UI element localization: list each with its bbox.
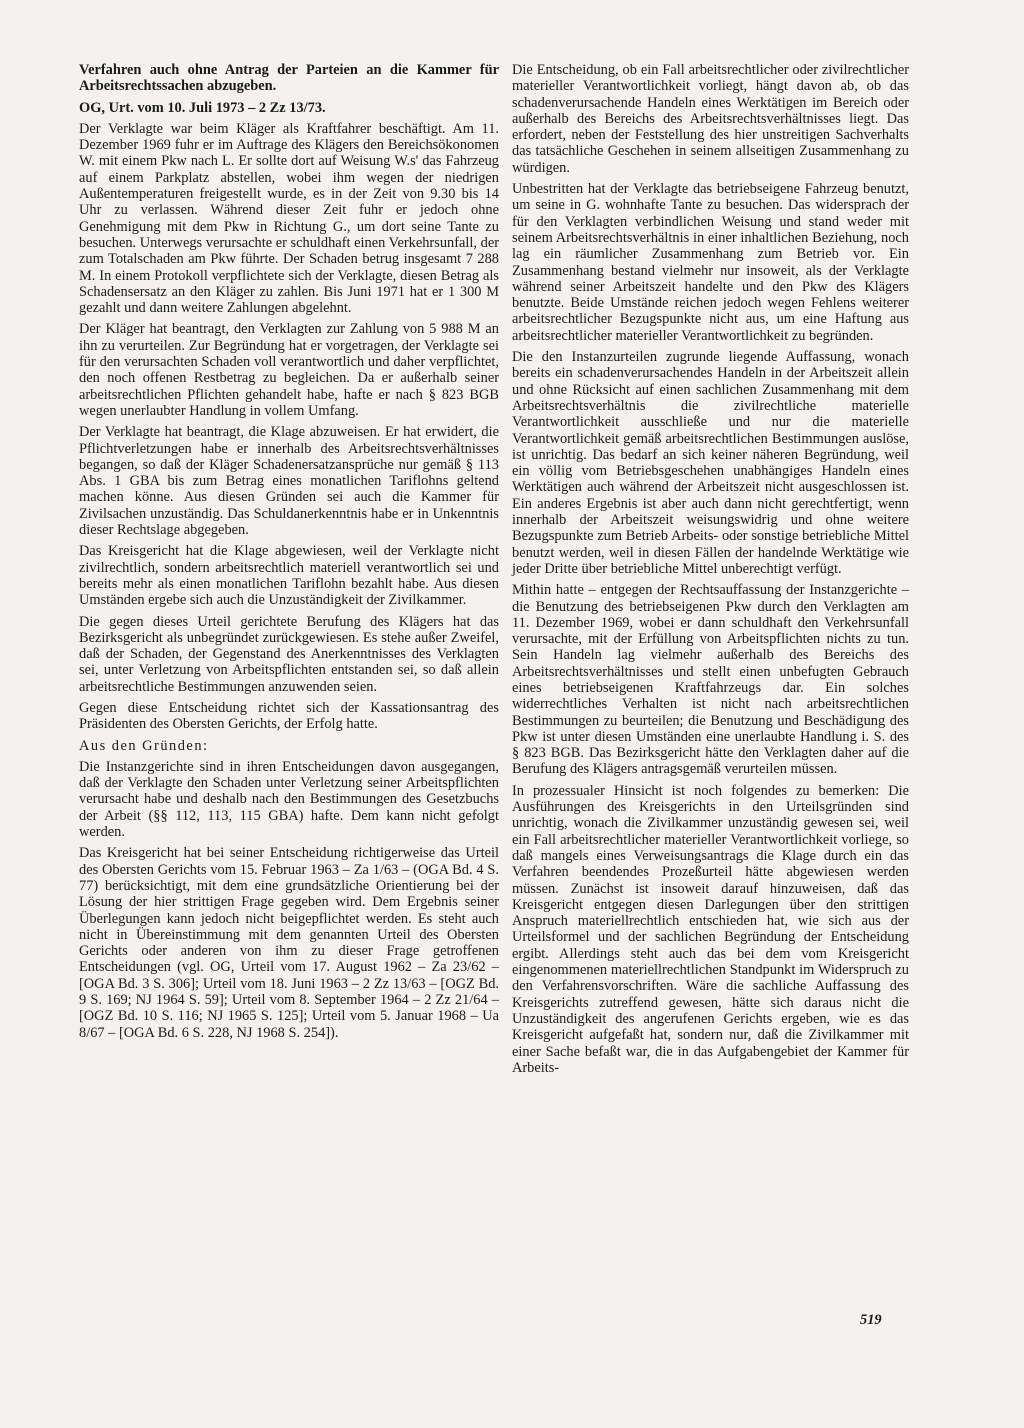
paragraph: Das Kreisgericht hat bei seiner Entscheidung richtigerweise das Urteil des Obersten Gerichts vom 15. Februar 1963 – Za 1/63 – (OGA Bd. 4 S. 77) berücksichtigt, mit dem eine grundsätzliche Orientierung bei der Lösung der hier strittigen Frage gegeben wird. Dem Ergebnis seiner Überlegungen kann jedoch nicht beigepflichtet werden. Es steht auch nicht in Übereinstimmung mit dem genannten Urteil des Obersten Gerichts oder anderen von ihm zu dieser Frage getroffenen Entscheidungen (vgl. OG, Urteil vom 17. August 1962 – Za 23/62 – [OGA Bd. 3 S. 306]; Urteil vom 18. Juni 1963 – 2 Zz 13/63 – [OGZ Bd. 9 S. 169; NJ 1964 S. 59]; Urteil vom 8. September 1964 – 2 Zz 21/64 – [OGZ Bd. 10 S. 116; NJ 1965 S. 125]; Urteil vom 5. Januar 1968 – Ua 8/67 – [OGA Bd. 6 S. 228, NJ 1968 S. 254]). [79,845,499,1041]
paragraph: Mithin hatte – entgegen der Rechtsauffassung der Instanzgerichte – die Benutzung des betriebseigenen Pkw durch den Verklagten am 11. Dezember 1969, wobei er dann schuldhaft den Verkehrsunfall verursachte, mit der Erfüllung von Arbeitspflichten nichts zu tun. Sein Handeln lag vielmehr außerhalb des Bereichs des Arbeitsrechtsverhältnisses und stellt einen unbefugten Gebrauch eines betriebseigenen Kraftfahrzeugs dar. Ein solches widerrechtliches Verhalten ist nicht nach arbeitsrechtlichen Bestimmungen zu beurteilen; die Benutzung und Beschädigung des Pkw ist unter diesen Umständen eine unerlaubte Handlung i. S. des § 823 BGB. Das Bezirksgericht hätte den Verklagten daher auf die Berufung des Klägers antragsgemäß verurteilen müssen. [512,582,909,778]
page-number: 519 [860,1312,882,1328]
paragraph: Der Verklagte hat beantragt, die Klage abzuweisen. Er hat erwidert, die Pflichtverletzungen habe er innerhalb des Arbeitsrechtsverhältnisses begangen, so daß der Kläger Schadenersatzansprüche nur gemäß § 113 Abs. 1 GBA bis zum Betrag eines monatlichen Tariflohns geltend machen könne. Aus diesen Gründen sei auch die Kammer für Zivilsachen unzuständig. Das Schuldanerkenntnis habe er in Unkenntnis dieser Rechtslage abgegeben. [79,424,499,539]
section-heading: Aus den Gründen: [79,737,209,754]
paragraph: Die Instanzgerichte sind in ihren Entscheidungen davon ausgegangen, daß der Verklagte den Schaden unter Verletzung seiner Arbeitspflichten verursacht habe und deshalb nach den Bestimmungen des Gesetzbuchs der Arbeit (§§ 112, 113, 115 GBA) hafte. Dem kann nicht gefolgt werden. [79,758,499,841]
paragraph: Der Kläger hat beantragt, den Verklagten zur Zahlung von 5 988 M an ihn zu verurteilen. Zur Begründung hat er vorgetragen, der Verklagte sei für den verursachten Schaden voll verantwortlich und daher verpflichtet, den noch offenen Restbetrag zu begleichen. Da er außerhalb seiner arbeitsrechtlichen Pflichten gehandelt habe, hafte er nach § 823 BGB wegen unerlaubter Handlung in vollem Umfang. [79,321,499,419]
left-column [79,62,499,1046]
paragraph: Gegen diese Entscheidung richtet sich der Kassationsantrag des Präsidenten des Obersten Gerichts, der Erfolg hatte. [79,699,499,733]
headnote-title: Verfahren auch ohne Antrag der Parteien an die Kammer für Arbeitsrechtssachen abzugeben. [79,62,499,95]
paragraph: In prozessualer Hinsicht ist noch folgendes zu bemerken: Die Ausführungen des Kreisgerichts in den Urteilsgründen sind unrichtig, wonach die Zivilkammer unzuständig gewesen sei, weil ein Fall arbeitsrechtlicher materieller Verantwortlichkeit vorliege, so daß mangels eines Verweisungsantrags die Klage durch ein das Verfahren beendendes Prozeßurteil hätte abgewiesen werden müssen. Zunächst ist insoweit darauf hinzuweisen, daß das Kreisgericht entgegen diesen Darlegungen über den strittigen Anspruch materiellrechtlich entschieden hat, wie sich aus der Urteilsformel und der sachlichen Begründung der Entscheidung ergibt. Allerdings steht auch das bei dem vom Kreisgericht eingenommenen materiellrechtlichen Standpunkt im Widerspruch zu den Verfahrensvorschriften. Wäre die sachliche Auffassung des Kreisgerichts zutreffend gewesen, hätte sich daraus nicht die Unzuständigkeit des angerufenen Gerichts ergeben, wie es das Kreisgericht aufgefaßt hat, sondern nur, daß die Zivilkammer mit einer Sache befaßt war, die in das Aufgabengebiet der Kammer für Arbeits- [512,782,909,1076]
paragraph: Das Kreisgericht hat die Klage abgewiesen, weil der Verklagte nicht zivilrechtlich, sondern arbeitsrechtlich materiell verantwortlich sei und bereits mehr als einen monatlichen Tariflohn bezahlt habe. Aus diesen Umständen ergebe sich auch die Unzuständigkeit der Zivilkammer. [79,543,499,609]
paragraph: Der Verklagte war beim Kläger als Kraftfahrer beschäftigt. Am 11. Dezember 1969 fuhr er im Auftrage des Klägers den Bereichsökonomen W. mit einem Pkw nach L. Er sollte dort auf Weisung W.s' das Fahrzeug auf einem Parkplatz abstellen, wobei ihm wegen der niedrigen Außentemperaturen freigestellt wurde, es in der Zeit von 9.30 bis 14 Uhr zu verlassen. Während dieser Zeit fuhr er jedoch ohne Genehmigung mit dem Pkw in Richtung G., um dort seine Tante zu besuchen. Unterwegs verursachte er schuldhaft einen Verkehrsunfall, der zum Totalschaden am Pkw führte. Der Schaden betrug insgesamt 7 288 M. In einem Protokoll verpflichtete sich der Verklagte, diesen Betrag als Schadensersatz an den Kläger zu zahlen. Bis Juni 1971 hat er 1 300 M gezahlt und dann weitere Zahlungen abgelehnt. [79,120,499,317]
paragraph: Die Entscheidung, ob ein Fall arbeitsrechtlicher oder zivilrechtlicher materieller Verantwortlichkeit vorliegt, hängt davon ab, ob das schadenverursachende Handeln eines Werktätigen im Bereich oder außerhalb des Bereichs des Arbeitsrechtsverhältnisses liegt. Das erfordert, neben der Feststellung des hier unstreitigen Sachverhalts das tatsächliche Geschehen in seinem allseitigen Zusammenhang zu würdigen. [512,62,909,176]
paragraph: Unbestritten hat der Verklagte das betriebseigene Fahrzeug benutzt, um seine in G. wohnhafte Tante zu besuchen. Das widersprach der für den Verklagten verbindlichen Weisung und stand weder mit seinem Arbeitsrechtsverhältnis in einer inhaltlichen Beziehung, noch lag ein räumlicher Zusammenhang zum Betrieb vor. Ein Zusammenhang bestand vielmehr nur insoweit, als der Verklagte während seiner Arbeitszeit handelte und den Pkw des Klägers benutzte. Beide Umstände reichen jedoch wegen Fehlens weiterer arbeitsrechtlicher Bezugspunkte nicht aus, um eine Haftung aus arbeitsrechtlicher materieller Verantwortlichkeit zu begründen. [512,181,909,344]
right-column [512,62,909,1081]
headnote-citation: OG, Urt. vom 10. Juli 1973 – 2 Zz 13/73. [79,99,326,116]
paragraph: Die den Instanzurteilen zugrunde liegende Auffassung, wonach bereits ein schadenverursachendes Handeln in der Arbeitszeit allein und ohne Rücksicht auf einen sachlichen Zusammenhang mit dem Arbeitsrechtsverhältnis die zivilrechtliche materielle Verantwortlichkeit ausschließe und nur die materielle Verantwortlichkeit gemäß arbeitsrechtlichen Bestimmungen auslöse, ist unrichtig. Das bedarf an sich keiner näheren Begründung, weil ein völlig vom Betriebsgeschehen unabhängiges Handeln eines Werktätigen auch während der Arbeitszeit nicht ausgeschlossen ist. Ein anderes Ergebnis ist aber auch dann nicht gerechtfertigt, wenn innerhalb der Arbeitszeit weisungswidrig und ohne weitere Bezugspunkte zum Betrieb Arbeits- oder sonstige betriebliche Mittel benutzt werden, weil in diesen Fällen der handelnde Werktätige wie jeder Dritte über betriebliche Mittel unberechtigt verfügt. [512,349,909,577]
paragraph: Die gegen dieses Urteil gerichtete Berufung des Klägers hat das Bezirksgericht als unbegründet zurückgewiesen. Es stehe außer Zweifel, daß der Schaden, der Gegenstand des Anerkenntnisses des Verklagten sei, unter Verletzung von Arbeitspflichten entstanden sei, so daß allein arbeitsrechtliche Bestimmungen anzuwenden seien. [79,613,499,695]
